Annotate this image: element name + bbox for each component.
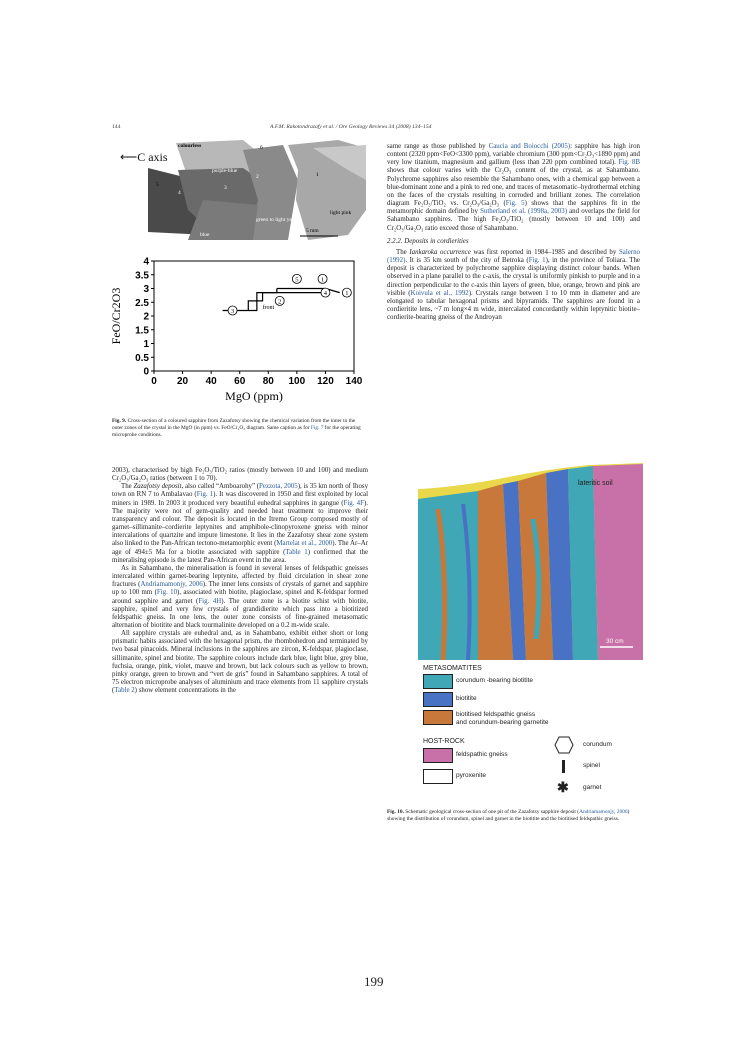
zone-number: 1	[316, 172, 319, 178]
swatch-pyroxenite	[423, 769, 453, 784]
y-tick-label: 1	[143, 339, 149, 350]
fig-link[interactable]: Fig. 1	[196, 491, 214, 499]
ref-link[interactable]: Sutherland et al. (1998a, 2003)	[480, 208, 567, 216]
y-tick-label: 1.5	[135, 325, 149, 337]
x-tick-label: 100	[288, 376, 306, 387]
c-axis-arrow-icon: ⟵	[120, 150, 138, 164]
ref-link[interactable]: Caucia and Boiocchi (2005)	[488, 143, 571, 150]
legend-garnet: garnet	[583, 784, 602, 791]
fig-link[interactable]: Fig. 1	[528, 257, 546, 265]
x-tick-label: 120	[317, 376, 334, 387]
legend-biotitised-2: and corundum-bearing garnetite	[456, 719, 549, 726]
x-axis-label: MgO (ppm)	[225, 389, 283, 403]
photo-scale-label: 5 mm	[306, 228, 319, 234]
front-annotation: front	[262, 305, 275, 312]
label-colourless: colourless	[178, 143, 202, 149]
data-point-label: 2	[278, 298, 282, 306]
label-blue: blue	[200, 232, 210, 238]
data-point-label: 5	[295, 276, 299, 284]
y-tick-label: 2	[143, 311, 149, 323]
legend-corundum-biotitite: corundum -bearing biotitite	[456, 677, 533, 684]
data-point-label: 1	[320, 276, 325, 284]
legend-biotitite: biotitite	[456, 695, 477, 702]
legend-spinel: spinel	[583, 762, 600, 769]
page-number: 199	[364, 974, 384, 989]
ref-link[interactable]: Andriamamonjy, 2006	[579, 809, 628, 815]
hexagon-icon	[554, 736, 574, 754]
table-link[interactable]: Table 2	[114, 687, 135, 695]
data-point-label: 1	[345, 290, 349, 298]
swatch-feldspathic-gneiss	[423, 748, 453, 763]
y-tick-label: 0.5	[135, 352, 149, 364]
crystal-photo	[148, 140, 366, 245]
section-heading: 2.2.2. Deposits in cordierities	[387, 237, 469, 245]
table-link[interactable]: Table 1	[285, 548, 308, 556]
lateritic-soil-label: lateritic soil	[578, 480, 613, 487]
y-tick-label: 3	[143, 284, 149, 295]
fig-link[interactable]: Fig. 4H	[198, 597, 222, 605]
running-title: A.F.M. Rakotondrazafy et al. / Ore Geology Reviews 34 (2008) 134–154	[270, 124, 432, 130]
asterisk-icon: ✱	[557, 779, 569, 795]
fig7-link[interactable]: Fig. 7	[310, 424, 324, 431]
x-tick-label: 0	[151, 376, 157, 387]
swatch-corundum-biotitite	[423, 674, 453, 689]
ref-link[interactable]: Andriamamonjy, 2006	[140, 581, 203, 589]
zone-number: 5	[156, 182, 159, 188]
spinel-icon	[562, 760, 565, 773]
data-point-label: 4	[323, 290, 328, 298]
right-column-text: same range as those published by Caucia and Boiocchi (2005): sapphire has high iron content (2320 ppm<FeO<3300 ppm), variable chromium (300 ppm<Cr₂O₃<1890 ppm) and very low titanium, magnesium and gallium (less than 220 ppm combined total). Fig. 8B shows that colour varies with the Cr₂O₃ content of the crystal, as at Sahambano. Polychrome sapphires also resemble the Sahambano ones, with a chemical gap between a blue-dominant zone and a pink to red one, and traces of metasomatic–hydrothermal etching on the faces of the crystals resulting in corroded and brilliant zones. The correlation diagram Fe₂O₃/TiO₂ vs. Cr₂O₃/Ga₂O₃ (Fig. 5) shows that the sapphires fit in the metamorphic domain defined by Sutherland et al. (1998a, 2003) and overlaps the field for Sahambano sapphires. The high Fe₂O₃/TiO₂ (mostly between 10 and 100) and Cr₂O₃/Ga₂O₃ ratio exceed those of Sahambano. 2.2.2. Deposits in cordierities The Iankaroka occurrence was first reported in 1984–1985 and described by Salerno (1992). It is 35 km south of the city of Betroka (Fig. 1), in the province of Toliara. The deposit is characterized by polychrome sapphire displaying distinct colour bands. When observed in a plane parallel to the c-axis, the crystal is uniformly pinkish to purple and in a direction perpendicular to the c-axis thin layers of green, blue, orange, brown and pink are visible (Koivula et al., 1992). Crystals range between 1 to 10 mm in diameter and are elongated to tabular hexagonal prisms and bipyramids. The sapphires are found in a cordieritite lens, ~7 m long×4 m wide, intercalated concordantly within leptynitic biotite–cordierite-bearing gneiss of the Androyan	[387, 143, 641, 322]
section-scale-label: 30 cm	[606, 638, 624, 645]
zone-number: 3	[224, 185, 227, 191]
label-green-yellow: green to light yellow	[256, 217, 302, 223]
legend-corundum: corundum	[583, 741, 612, 748]
y-axis-label: FeO/Cr2O3	[109, 287, 123, 345]
fig10-caption: Fig. 10. Schematic geological cross-section of one pit of the Zazafotsy sapphire deposit (Andriamamonjy, 2006) showing the distribution of corundum, spinel and garnet in the biotitite and the biotitised feldspathic gneiss.	[387, 809, 630, 822]
page-header-number: 144	[112, 124, 121, 130]
fig9-caption: Fig. 9. Cross-section of a coloured sapphire from Zazafotsy showing the chemical variation from the inner to the outer zones of the crystal in the MgO (in ppm) vs. FeO/Cr₂O₃ diagram. Same caption as for Fig. 7 for the operating microprobe conditions.	[112, 418, 361, 438]
zone-number: 4	[178, 190, 181, 196]
y-tick-label: 2.5	[135, 297, 149, 309]
x-tick-label: 80	[262, 376, 274, 387]
fig-link[interactable]: Fig. 5	[505, 200, 525, 208]
legend-heading-host-rock: HOST-ROCK	[423, 738, 465, 745]
zone-number: 2	[256, 174, 259, 180]
fig9-chart	[108, 255, 373, 405]
left-column-text: 2003), characterised by high Fe₂O₃/TiO₂ ratios (mostly between 10 and 100) and medium Cr₂O₃/Ga₂O₃ ratios (between 1 to 70). The Zazafotsy deposit, also called “Amboarohy” (Pezzota, 2005), is 35 km north of Ihosy town on RN 7 to Ambalavao (Fig. 1). It was discovered in 1950 and first exploited by local miners in 1989. In 2003 it produced very beautiful euhedral sapphires in gangue (Fig. 4F). The majority were not of gem-quality and needed heat treatment to improve their transparency and colour. The deposit is located in the Itremo Group composed mostly of garnet–sillimanite–cordierite leptynites and amphibole-clinopyroxene gneiss with minor intercalations of quartzite and impure limestone. It lies in the Zazafotsy shear zone system also linked to the Pan-African tectono-metamorphic event (Martelat et al., 2000). The Ar–Ar age of 494±5 Ma for a biotite associated with sapphire (Table 1) confirmed that the mineralising episode is the latest Pan-African event in the area. As in Sahambano, the mineralisation is found in several lenses of feldspathic gneisses intercalated within garnet-bearing leptynite, affected by fluid circulation in shear zone fractures (Andriamamonjy, 2006). The inner lens consists of crystals of garnet and sapphire up to 100 mm (Fig. 10), associated with biotite, plagioclase, spinel and K-feldspar formed around sapphire and garnet (Fig. 4H). The outer zone is a biotite schist with biotite, sapphire, spinel and very few crystals of grandidierite which pass into a biotitized feldspathic gneiss. In one lens, the outer zone consists of fine-grained metasomatic alternation of biotitite and black tourmalinite developed on a 0.2 m-wide scale. All sapphire crystals are euhedral and, as in Sahambano, exhibit either short or long prismatic habits associated with the hexagonal prism, the rhombohedron and terminated by two basal pinacoids. Mineral inclusions in the sapphires are zircon, K-feldspar, plagioclase, sillimanite, spinel and biotite. The sapphire colours include dark blue, light blue, grey blue, fuchsia, orange, pink, violet, mauve and brown, but lack colours such as yellow to brown, pinky orange, green to brown and “vert de gris” found in Sahambano sapphires. A total of 75 electron microprobe analyses of aluminium and trace elements from 11 sapphire crystals (Table 2) show element concentrations in the	[112, 467, 369, 695]
swatch-biotitised	[423, 710, 453, 725]
c-axis-label: ⟵C axis	[120, 150, 168, 164]
fig-link[interactable]: Fig. 10	[156, 589, 178, 597]
ref-link[interactable]: Salerno (1992)	[387, 248, 640, 265]
fig10-cross-section	[418, 459, 643, 660]
swatch-biotitite	[423, 692, 453, 707]
ref-link[interactable]: Martelat et al., 2000	[276, 540, 333, 548]
y-tick-label: 3.5	[135, 270, 149, 282]
legend-pyroxenite: pyroxenite	[456, 772, 486, 779]
label-light-pink: light pink	[330, 210, 352, 216]
label-purple-blue: purple-blue	[212, 168, 238, 174]
legend-feldspathic-gneiss: feldspathic gneiss	[456, 751, 508, 758]
legend-biotitised-1: biotitised feldspathic gneiss	[456, 711, 536, 718]
ref-link[interactable]: Pezzota, 2005	[259, 483, 298, 491]
ref-link[interactable]: Koivula et al., 1992	[410, 289, 469, 297]
y-tick-label: 0	[143, 366, 149, 378]
fig10-legend	[420, 665, 645, 805]
fig-link[interactable]: Fig. 4F	[343, 499, 364, 507]
fig-link[interactable]: Fig. 8B	[618, 159, 640, 167]
x-tick-label: 40	[205, 376, 217, 387]
legend-heading-metasomatites: METASOMATITES	[423, 665, 482, 672]
zone-number: 6	[260, 145, 263, 151]
x-tick-label: 60	[234, 376, 246, 387]
x-tick-label: 140	[345, 376, 363, 387]
x-tick-label: 20	[177, 376, 189, 387]
y-tick-label: 4	[143, 256, 149, 268]
data-point-label: 3	[230, 308, 235, 315]
